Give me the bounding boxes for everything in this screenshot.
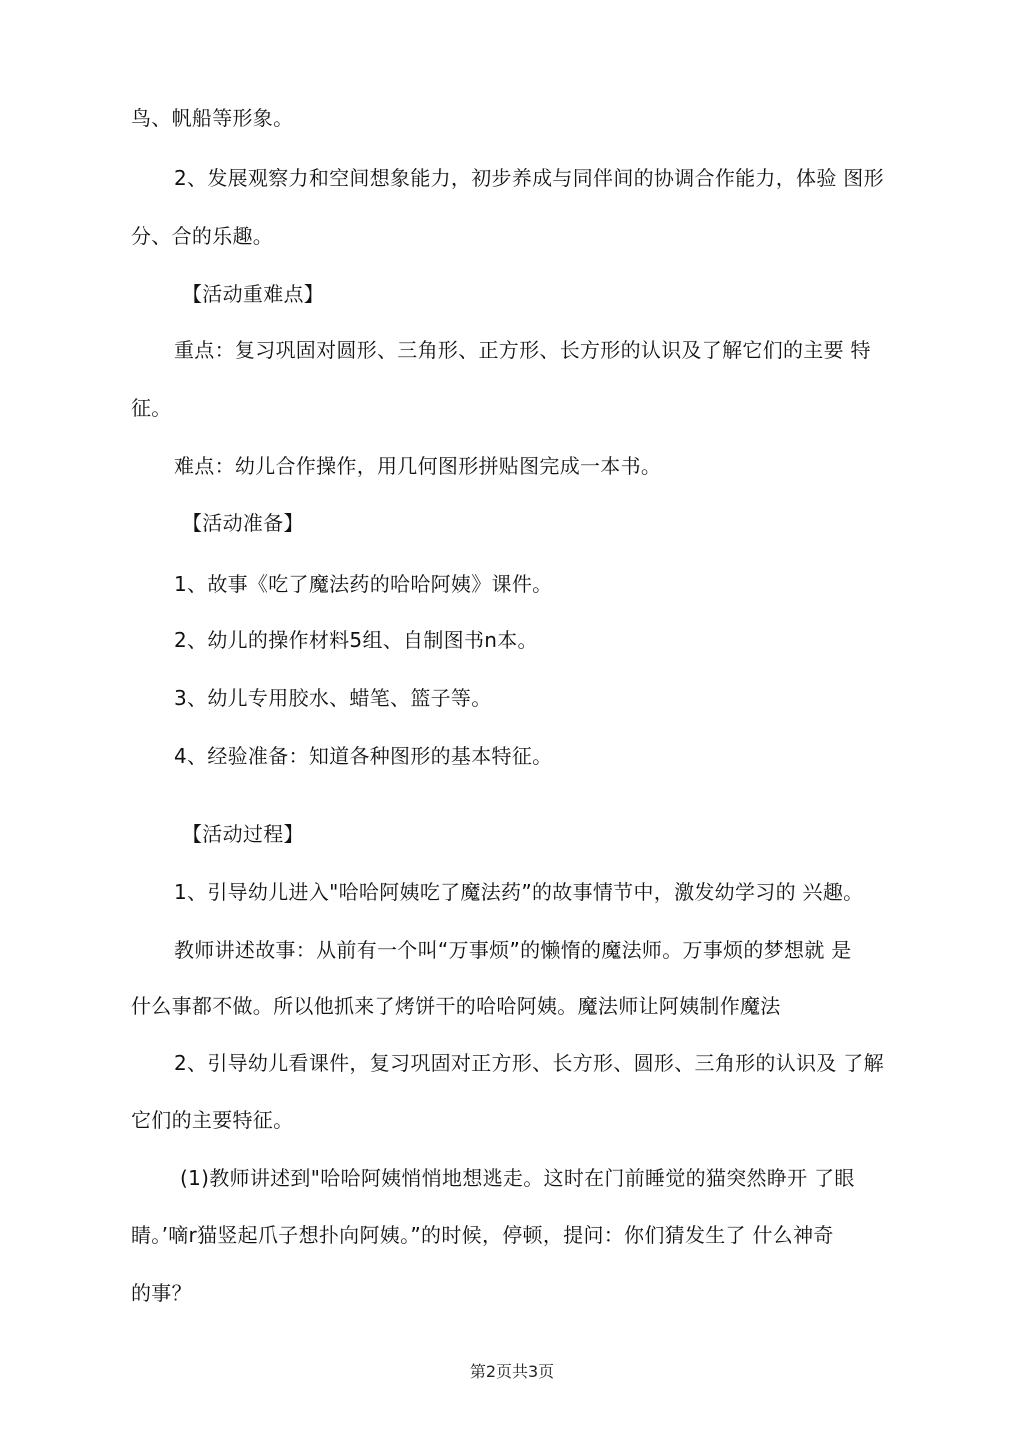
list-item: 4、经验准备：知道各种图形的基本特征。	[174, 744, 553, 768]
paragraph-line: (1)教师讲述到"哈哈阿姨悄悄地想逃走。这时在门前睡觉的猫突然睁开 了眼	[180, 1166, 855, 1190]
paragraph-line: 1、引导幼儿进入"哈哈阿姨吃了魔法药”的故事情节中，激发幼学习的 兴趣。	[174, 880, 864, 904]
paragraph-line: 征。	[131, 396, 172, 420]
paragraph-line: 它们的主要特征。	[131, 1108, 294, 1132]
paragraph-line: 鸟、帆船等形象。	[131, 106, 294, 130]
paragraph-line: 分、合的乐趣。	[131, 224, 274, 248]
paragraph-line: 2、引导幼儿看课件，复习巩固对正方形、长方形、圆形、三角形的认识及 了解	[174, 1051, 884, 1075]
section-heading: 【活动过程】	[182, 822, 304, 846]
page-footer: 第2页共3页	[469, 1362, 555, 1381]
list-item: 1、故事《吃了魔法药的哈哈阿姨》课件。	[174, 572, 553, 596]
paragraph-line: 的事？	[131, 1281, 192, 1305]
paragraph-line: 2、发展观察力和空间想象能力，初步养成与同伴间的协调合作能力，体验 图形	[174, 166, 884, 190]
list-item: 2、幼儿的操作材料5组、自制图书n本。	[174, 628, 538, 652]
paragraph-line: 什么事都不做。所以他抓来了烤饼干的哈哈阿姨。魔法师让阿姨制作魔法	[131, 994, 781, 1018]
list-item: 3、幼儿专用胶水、蜡笔、篮子等。	[174, 686, 492, 710]
paragraph-line: 教师讲述故事：从前有一个叫“万事烦”的懒惰的魔法师。万事烦的梦想就 是	[174, 938, 852, 962]
section-heading: 【活动重难点】	[182, 282, 325, 306]
paragraph-line: 重点：复习巩固对圆形、三角形、正方形、长方形的认识及了解它们的主要 特	[174, 338, 871, 362]
paragraph-line: 睛。’嘀r猫竖起爪子想扑向阿姨。”的时候，停顿，提问：你们猜发生了 什么神奇	[131, 1223, 834, 1247]
paragraph-line: 难点：幼儿合作操作，用几何图形拼贴图完成一本书。	[174, 454, 662, 478]
section-heading: 【活动准备】	[182, 511, 304, 535]
